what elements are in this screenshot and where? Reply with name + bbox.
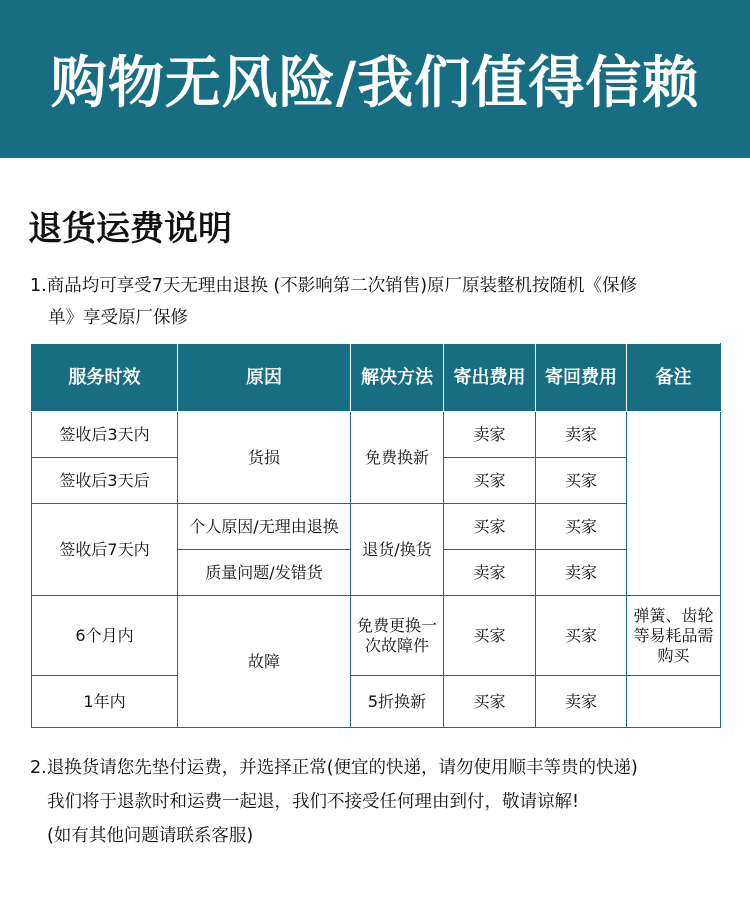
send-fee-cell: 卖家 xyxy=(444,412,536,458)
send-fee-cell: 买家 xyxy=(444,676,536,728)
table-row xyxy=(32,504,721,550)
return-policy-table xyxy=(31,343,721,728)
policy-note-2-line-2: 我们将于退款时和运费一起退，我们不接受任何理由到付，敬请谅解! xyxy=(47,792,580,812)
policy-note-2 xyxy=(30,751,740,853)
return-fee-cell: 卖家 xyxy=(536,676,627,728)
reason-cell: 个人原因/无理由退换 xyxy=(178,504,351,550)
return-fee-cell: 买家 xyxy=(536,504,627,550)
send-fee-cell: 买家 xyxy=(444,458,536,504)
section-title: 退货运费说明 xyxy=(28,209,232,249)
header-send-fee: 寄出费用 xyxy=(444,344,536,412)
reason-cell: 故障 xyxy=(178,596,351,728)
period-cell: 签收后7天内 xyxy=(32,504,178,596)
policy-note-1-line-2: 单》享受原厂保修 xyxy=(48,308,188,328)
table-row xyxy=(32,596,721,676)
return-fee-cell: 卖家 xyxy=(536,412,627,458)
header-banner xyxy=(0,0,750,158)
table-header-row xyxy=(32,344,721,412)
remark-cell: 弹簧、齿轮等易耗品需购买 xyxy=(627,596,721,676)
reason-cell: 质量问题/发错货 xyxy=(178,550,351,596)
header-reason: 原因 xyxy=(178,344,351,412)
table-row xyxy=(32,412,721,458)
return-fee-cell: 卖家 xyxy=(536,550,627,596)
return-fee-cell: 买家 xyxy=(536,458,627,504)
period-cell: 1年内 xyxy=(32,676,178,728)
table-row xyxy=(32,676,721,728)
header-service-period: 服务时效 xyxy=(32,344,178,412)
solution-cell: 5折换新 xyxy=(351,676,444,728)
policy-note-1 xyxy=(30,270,730,334)
solution-cell: 免费更换一次故障件 xyxy=(351,596,444,676)
period-cell: 签收后3天内 xyxy=(32,412,178,458)
solution-cell: 退货/换货 xyxy=(351,504,444,596)
header-solution: 解决方法 xyxy=(351,344,444,412)
remark-cell-empty xyxy=(627,676,721,728)
solution-cell: 免费换新 xyxy=(351,412,444,504)
send-fee-cell: 买家 xyxy=(444,596,536,676)
header-remark: 备注 xyxy=(627,344,721,412)
policy-note-2-line-1: 2.退换货请您先垫付运费，并选择正常(便宜的快递，请勿使用顺丰等贵的快递) xyxy=(30,758,638,778)
send-fee-cell: 买家 xyxy=(444,504,536,550)
policy-note-1-line-1: 1.商品均可享受7天无理由退换 (不影响第二次销售)原厂原装整机按随机《保修 xyxy=(30,276,638,296)
period-cell: 签收后3天后 xyxy=(32,458,178,504)
reason-cell: 货损 xyxy=(178,412,351,504)
header-return-fee: 寄回费用 xyxy=(536,344,627,412)
banner-title: 购物无风险/我们值得信赖 xyxy=(50,51,700,116)
return-fee-cell: 买家 xyxy=(536,596,627,676)
period-cell: 6个月内 xyxy=(32,596,178,676)
policy-note-2-line-3: (如有其他问题请联系客服) xyxy=(47,826,254,846)
send-fee-cell: 卖家 xyxy=(444,550,536,596)
remark-cell-empty xyxy=(627,412,721,596)
